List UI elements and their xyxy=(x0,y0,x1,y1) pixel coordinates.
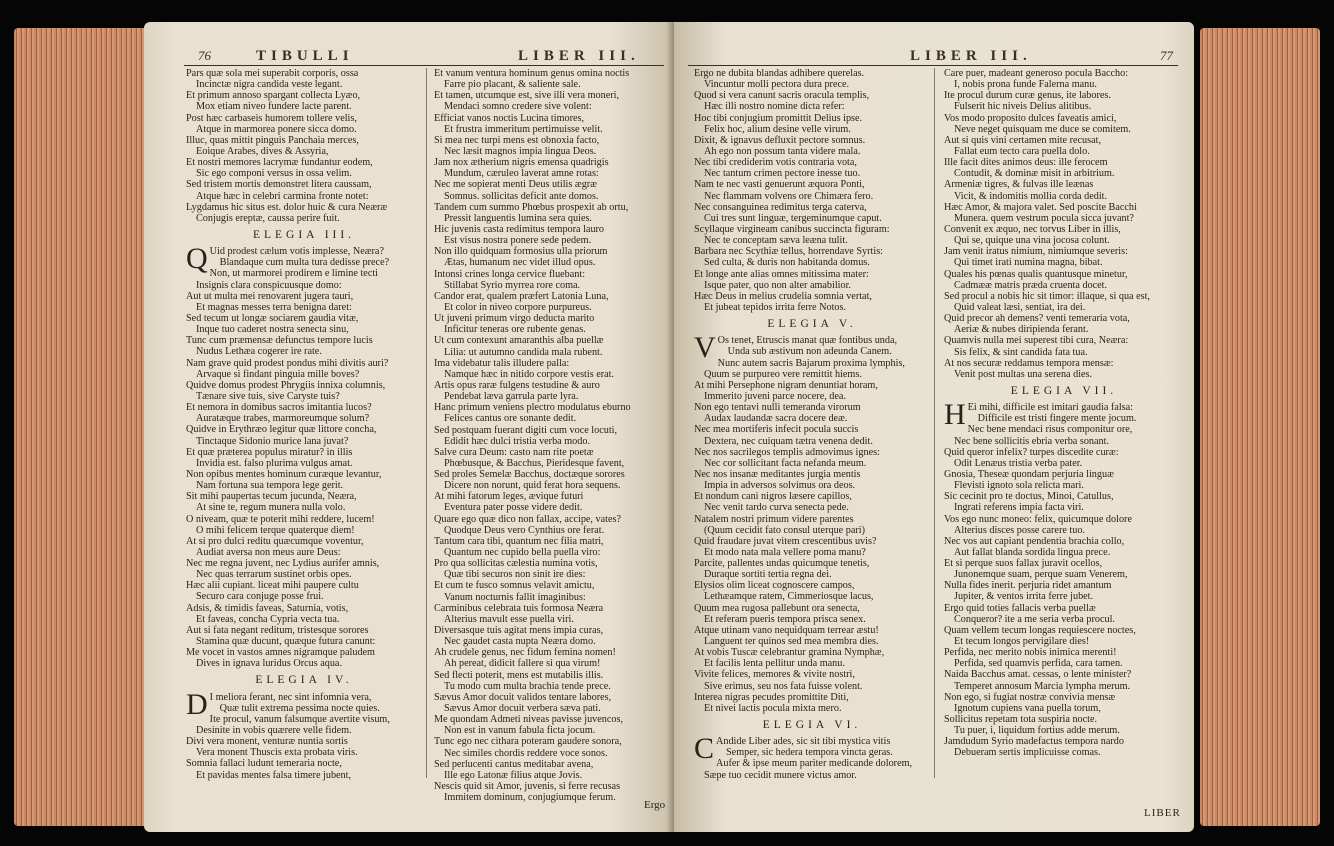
elegy-heading: ELEGIA IV. xyxy=(255,674,353,687)
verse-line: Nec me sopierat menti Deus utilis ægræ xyxy=(434,179,597,191)
verse-line-dropcap: C Andide Liber ades, sic sit tibi mystica vitis xyxy=(694,732,891,766)
verse-line: Tu modo cum multa brachia tende prece. xyxy=(444,680,611,692)
verse-line: Quare ego quæ dico non fallax, accipe, vates? xyxy=(434,513,621,525)
verse-line: Nam fortuna sua tempora lege gerit. xyxy=(196,480,344,492)
elegy-heading: ELEGIA VII. xyxy=(1010,384,1118,397)
verse-line: Nudus Lethæa cogerer ire rate. xyxy=(196,346,322,358)
verse-line: Namque hæc in nitido corpore vestis erat. xyxy=(444,368,615,380)
verse-line: Aut ut multa mei renovarent jugera tauri, xyxy=(186,290,354,302)
verse-line: Isque pater, quo non alter amabilior. xyxy=(704,279,851,291)
verse-line: Sed proles Semelæ Bacchus, doctæque sorores xyxy=(434,469,625,481)
verse-line: Quod si vera canunt sacris oracula templis, xyxy=(694,90,870,102)
verse-line: Tunc cum præmensæ defunctus tempore lucis xyxy=(186,335,373,347)
verse-line: Et vanum ventura hominum genus omina noctis xyxy=(434,68,630,79)
verse-line: Venit post multas una serena dies. xyxy=(954,368,1093,380)
verse-line: Ut juveni primum virgo deducta marito xyxy=(434,313,595,325)
verse-line: Fulserit hic niveis Delius alitibus. xyxy=(954,101,1092,113)
verse-line: Unda sub æstivum non adeunda Canem. xyxy=(727,346,892,358)
verse-line: Et primum annoso spargant collecta Lyæo, xyxy=(186,90,361,102)
verse-line: Pars quæ sola mei superabit corporis, ossa xyxy=(186,68,359,79)
verse-line: Vincuntur molli pectora dura prece. xyxy=(704,79,850,91)
verse-line: Felix hoc, alium desine velle virum. xyxy=(704,123,851,135)
verse-line: Hæc illi nostro nomine dicta refer: xyxy=(704,101,845,113)
verse-line: Conjugis ereptæ, caussa perire fuit. xyxy=(196,212,340,224)
verse-line-dropcap: D I meliora ferant, nec sint infomnia vera, xyxy=(186,687,372,721)
verse-line: Et cum te fusco somnus velavit amictu, xyxy=(434,580,595,592)
verse-line: Nec bene sollicitis ebria verba sonant. xyxy=(954,435,1110,447)
verse-line: Somnia fallaci ludunt temeraria nocte, xyxy=(186,758,342,770)
verse-line: Nec læsit magnos impia lingua Deos. xyxy=(444,145,597,157)
verse-line: Eoique Arabes, dives & Assyria, xyxy=(196,145,329,157)
verse-line: Audiat aversa non meus aure Deus: xyxy=(196,546,341,558)
verse-line: Et frustra immeritum pertimuisse velit. xyxy=(444,123,603,135)
verse-line: Nec flammam volvens ore Chimæra fero. xyxy=(704,190,874,202)
verse-line: Et tecum longos pervigilare dies! xyxy=(954,636,1090,648)
drop-cap: V xyxy=(694,331,716,365)
verse-line: Impia in adversos solvimus ora deos. xyxy=(704,480,856,492)
verse-line: Lygdamus hic situs est. dolor huic & cura Neæræ xyxy=(186,201,388,213)
page-number-right: 77 xyxy=(1160,48,1173,63)
verse-line: Hæc Deus in melius crudelia somnia vertat, xyxy=(694,290,872,302)
elegy-heading: ELEGIA VI. xyxy=(762,719,862,732)
verse-line: Cui tres sunt linguæ, tergeminumque caput. xyxy=(704,212,882,224)
verse-line: Aut si quis vini certamen mite recusat, xyxy=(944,134,1102,146)
verse-line: Hoc tibi conjugium promittit Delius ipse. xyxy=(694,112,863,124)
verse-line: Quidve domus prodest Phrygiis innixa columnis, xyxy=(186,379,386,391)
verse-line: Divi vera monent, venturæ nuntia sortis xyxy=(186,736,348,748)
verse-line: Languent ter quinos sed mea membra dies. xyxy=(704,636,879,648)
column-left-b xyxy=(434,68,670,803)
drop-cap: D xyxy=(186,687,208,721)
verse-line: Nec consanguinea redimitus terga caterva, xyxy=(694,201,867,213)
verse-line: Securo cara conjuge posse frui. xyxy=(196,591,324,603)
verse-line: Nec vos aut capiant pendentia brachia collo, xyxy=(944,535,1125,547)
verse-line: Et si perque suos fallax juravit ocellos, xyxy=(944,558,1103,570)
verse-line: Nam grave quid prodest pondus mihi divitis auri? xyxy=(186,357,389,369)
verse-line: Desinite in vobis quærere velle fidem. xyxy=(196,725,352,737)
running-head-left: TIBULLI xyxy=(256,48,354,64)
verse-line: Nec gaudet casta nupta Neæra domo. xyxy=(444,636,596,648)
verse-line: Quum se purpureo vere remittit hiems. xyxy=(704,368,862,380)
verse-line: Quid queror infelix? turpes discedite curæ: xyxy=(944,446,1119,458)
right-page xyxy=(674,22,1194,832)
verse-line: Et jubeat tepidos irrita ferre Notos. xyxy=(704,301,847,313)
verse-line: Illuc, quas mittit pinguis Panchaia merces, xyxy=(186,134,359,146)
verse-line: Intonsi crines longa cervice fluebant: xyxy=(434,268,586,280)
verse-line: Et nostri memores lacrymæ fundantur eodem, xyxy=(186,157,373,169)
verse-line: Somnus. sollicitas deficit ante domos. xyxy=(444,190,599,202)
verse-line: Incinctæ nigra candida veste legant. xyxy=(196,79,343,91)
verse-line: Arvaque si findant pinguia mille boves? xyxy=(196,368,360,380)
verse-line: Care puer, madeant generoso pocula Baccho: xyxy=(944,68,1129,79)
catchword-left: Ergo xyxy=(644,799,666,811)
verse-line: Nec te conceptam sæva leæna tulit. xyxy=(704,235,848,247)
verse-line: Artis opus raræ fulgens testudine & auro xyxy=(434,379,600,391)
verse-line-dropcap: H Ei mihi, difficile est imitari gaudia falsa: xyxy=(944,398,1133,432)
verse-line: Ima videbatur talis illudere palla: xyxy=(434,357,570,369)
verse-line: Tandem cum summo Phœbus prospexit ab ortu, xyxy=(434,201,629,213)
verse-line: Et facilis lenta pellitur unda manu. xyxy=(704,658,845,670)
verse-line: Quantum nec cupido bella puella viro: xyxy=(444,547,601,559)
verse-line: Et magnas messes terra benigna daret: xyxy=(196,301,352,313)
verse-line: Sive erimus, seu nos fata fuisse volent. xyxy=(704,680,863,692)
verse-line: Quum mea rugosa pallebunt ora senecta, xyxy=(694,602,860,614)
verse-line: Nunc autem sacris Bajarum proxima lymphis, xyxy=(717,357,905,369)
verse-line: Mendaci somno credere sive volent: xyxy=(444,101,592,113)
verse-line: Atque utinam vano nequidquam terrear æstu! xyxy=(694,624,879,636)
verse-line: Nescis quid sit Amor, juvenis, si ferre recusas xyxy=(434,781,621,792)
verse-line: Aufer & ipse meum pariter medicande dolorem, xyxy=(716,758,913,770)
verse-line: Temperet annosum Marcia lympha merum. xyxy=(954,680,1131,692)
verse-line: Ah ego non possum tanta videre mala. xyxy=(704,145,861,157)
verse-line: Non, ut marmorei prodirem e limine tecti xyxy=(209,268,378,280)
verse-line: Non opibus mentes hominum curæque levantur, xyxy=(186,468,382,480)
verse-line-dropcap: Q Uid prodest cælum votis implesse, Neæra? xyxy=(186,242,384,276)
verse-line: Et nivei lactis pocula mixta mero. xyxy=(704,702,842,714)
verse-line: Adsis, & timidis faveas, Saturnia, votis, xyxy=(186,602,349,614)
verse-line: Pendebat læva garrula parte lyra. xyxy=(444,391,579,403)
column-right-a xyxy=(694,68,930,781)
verse-line: Vos ego nunc moneo: felix, quicumque dolore xyxy=(944,513,1132,525)
verse-line: Edidit hæc dulci tristia verba modo. xyxy=(444,435,590,447)
verse-line: Armeniæ tigres, & fulvas ille leænas xyxy=(944,179,1094,191)
verse-line: Insignis clara conspicuusque domo: xyxy=(196,279,342,291)
verse-line: Vera monent Thuscis exta probata viris. xyxy=(196,747,358,759)
verse-line: Ergo ne dubita blandas adhibere querelas. xyxy=(694,68,865,79)
verse-line: Dicere non norunt, quid ferat hora sequens. xyxy=(444,480,621,492)
verse-line: Quid precor ah demens? venti temeraria vota, xyxy=(944,313,1130,325)
verse-line: Difficile est tristi fingere mente jocum. xyxy=(977,413,1137,425)
verse-line: Naida Bacchus amat. cessas, o lente minister? xyxy=(944,669,1132,681)
verse-line: Et nondum cani nigros læsere capillos, xyxy=(694,491,852,503)
verse-line: Barbara nec Scythiæ tellus, horrendave Syrtis: xyxy=(694,246,883,258)
verse-line: Sis felix, & sint candida fata tua. xyxy=(954,346,1088,358)
verse-line: Ut cum contexunt amaranthis alba puellæ xyxy=(434,335,604,347)
verse-line: Quæ tibi securos non sinit ire dies: xyxy=(444,569,586,581)
verse-line: Gnosia, Theseæ quondam perjuria linguæ xyxy=(944,468,1114,480)
verse-line: Hæc Amor, & majora valet. Sed poscite Bacchi xyxy=(944,201,1137,213)
verse-line: Dextera, nec cuiquam tætra venena dedit. xyxy=(704,435,873,447)
verse-line: Elysios olim liceat cognoscere campos, xyxy=(694,580,855,592)
verse-line: Alterius mavult esse puella viri. xyxy=(444,613,574,625)
column-right-b xyxy=(944,68,1184,759)
verse-line: Munera. quem vestrum pocula sicca juvant? xyxy=(954,212,1134,224)
verse-line: Semper, sic hedera tempora vincta geras. xyxy=(726,747,893,759)
verse-line: Immerito juveni parce nocere, dea. xyxy=(704,390,846,402)
verse-line: Sed tecum ut longæ sociarem gaudia vitæ, xyxy=(186,312,359,324)
verse-line: Farre pio placant, & saliente sale. xyxy=(444,79,581,91)
verse-line: Efficiat vanos noctis Lucina timores, xyxy=(434,112,585,124)
verse-line: Sed flecti poterit, mens est mutabilis illis. xyxy=(434,669,604,681)
verse-line: Quales his pœnas qualis quantusque minetur, xyxy=(944,268,1128,280)
verse-line: Neve neget quisquam me duce se comitem. xyxy=(954,123,1131,135)
column-divider-right xyxy=(934,68,935,778)
verse-line: Quid fraudare juvat vitem crescentibus uvis? xyxy=(694,535,877,547)
verse-line: Si mea nec turpi mens est obnoxia facto, xyxy=(434,134,600,146)
verse-line: Mox etiam niveo fundere lacte parent. xyxy=(196,101,352,113)
verse-line: Jam nox ætherium nigris emensa quadrigis xyxy=(434,157,609,169)
verse-line: At mihi Persephone nigram denuntiat horam, xyxy=(694,379,878,391)
head-rule-left xyxy=(184,65,664,66)
verse-line-dropcap: V Os tenet, Etruscis manat quæ fontibus unda, xyxy=(694,331,898,365)
verse-line: Et modo nata mala vellere poma manu? xyxy=(704,546,866,558)
running-head-right: LIBER III. xyxy=(910,48,1032,64)
verse-line: Vos modo proposito dulces faveatis amici, xyxy=(944,112,1117,124)
verse-line: Ille facit dites animos deus: ille ferocem xyxy=(944,157,1108,169)
book-edge-left xyxy=(14,28,154,826)
verse-line: Aut si fata negant reditum, tristesque sorores xyxy=(186,624,369,636)
verse-line: Flevisti ignoto sola relicta mari. xyxy=(954,480,1084,492)
verse-line: Perfida, nec merito nobis inimica merenti! xyxy=(944,647,1117,659)
verse-line: Invidia est. falso plurima vulgus amat. xyxy=(196,457,353,469)
verse-line: Ingrati referens impia facta viri. xyxy=(954,502,1084,514)
head-rule-right xyxy=(688,65,1178,66)
verse-line: Audax laudandæ sacra docere deæ. xyxy=(704,413,848,425)
verse-line: At sine te, regum munera nulla volo. xyxy=(196,502,346,514)
verse-line: Quamvis nulla mei superest tibi cura, Neæra: xyxy=(944,335,1129,347)
verse-line: Dives in ignava luridus Orcus aqua. xyxy=(196,658,342,670)
verse-line: O niveam, quæ te poterit mihi reddere, lucem! xyxy=(186,513,375,525)
verse-line: Hæc alii cupiant. liceat mihi paupere cultu xyxy=(186,580,359,592)
verse-line: Cadmææ matris præda cruenta docet. xyxy=(954,279,1108,291)
verse-line: Et referam pueris tempora prisca senex. xyxy=(704,613,866,625)
verse-line: Quidve in Erythræo legitur quæ littore concha, xyxy=(186,424,377,436)
verse-line: Ite procul, vanum falsumque avertite visum, xyxy=(209,713,390,725)
book-edge-right xyxy=(1200,28,1320,826)
verse-line: Atque hæc in celebri carmina fronte notet: xyxy=(196,190,369,202)
verse-line: Mundum, cæruleo laverat amne rotas: xyxy=(444,168,599,180)
verse-line: Pro qua sollicitas cælestia numina votis, xyxy=(434,558,598,570)
verse-line: Candor erat, qualem præfert Latonia Luna, xyxy=(434,290,609,302)
verse-line: Sic ego componi versus in ossa velim. xyxy=(196,168,352,180)
verse-line: Nec mea mortiferis infecit pocula succis xyxy=(694,424,859,436)
verse-line: Sæpe tuo cecidit munere victus amor. xyxy=(704,769,857,781)
verse-line: Ille ego Latonæ filius atque Jovis. xyxy=(444,769,583,781)
verse-line: Quam vellem tecum longas requiescere noctes, xyxy=(944,624,1136,636)
verse-line: Lethæamque ratem, Cimmeriosque lacus, xyxy=(704,591,874,603)
verse-line: Sed procul a nobis hic sit timor: illaque, si qua est, xyxy=(944,290,1150,302)
verse-line: At vobis Tuscæ celebrantur gramina Nymphæ, xyxy=(694,647,885,659)
verse-line: Dixit, & ignavus defluxit pectore somnus. xyxy=(694,134,866,146)
column-left-a xyxy=(186,68,422,781)
verse-line: At nos securæ reddamus tempora mensæ: xyxy=(944,357,1114,369)
column-divider-left xyxy=(426,68,427,778)
drop-cap: Q xyxy=(186,242,208,276)
verse-line: Duraque sortiti tertia regna dei. xyxy=(704,569,832,581)
verse-line: Sævus Amor docuit verbera sæva pati. xyxy=(444,703,601,715)
verse-line: Conqueror? ite a me seria verba procul. xyxy=(954,613,1115,625)
verse-line: Et color in niveo corpore purpureus. xyxy=(444,301,592,313)
verse-line: Et nemora in domibus sacros imitantia lucos? xyxy=(186,402,372,414)
verse-line: Nec me regna juvent, nec Lydius aurifer amnis, xyxy=(186,558,380,570)
verse-line: Tu puer, i, liquidum fortius adde merum. xyxy=(954,725,1120,737)
verse-line: Auratæque trabes, marmoreumque solum? xyxy=(196,413,370,425)
running-head-left-col2: LIBER III. xyxy=(518,48,640,64)
verse-line: Ah crudele genus, nec fidum femina nomen! xyxy=(434,647,616,659)
verse-line: Me vocet in vastos amnes nigramque paludem xyxy=(186,647,375,659)
verse-line: Sed culta, & duris non habitanda domus. xyxy=(704,257,870,269)
open-book xyxy=(14,22,1320,832)
verse-line: Interea nigras pecudes promittite Diti, xyxy=(694,691,849,703)
verse-line: Qui se, quique una vina jocosa colunt. xyxy=(954,235,1110,247)
verse-line: Felices cantus ore sonante dedit. xyxy=(444,413,577,425)
verse-line: Sed postquam fuerant digiti cum voce locuti, xyxy=(434,424,618,436)
verse-line: Junonemque suam, perque suam Venerem, xyxy=(954,569,1128,581)
verse-line: Quodque Deus vero Cynthius ore ferat. xyxy=(444,524,605,536)
verse-line: Nec bene mendaci risus componitur ore, xyxy=(967,424,1133,436)
verse-line: Et faveas, concha Cypria vecta tua. xyxy=(196,613,340,625)
verse-line: Non ego tentavi nulli temeranda virorum xyxy=(694,402,861,414)
verse-line: Fallat eum tecto cara puella dolo. xyxy=(954,145,1090,157)
verse-line: Atque in marmorea ponere sicca domo. xyxy=(196,123,357,135)
verse-line: Pressit languentis lumina sera quies. xyxy=(444,212,592,224)
verse-line: Nec tantum crimen pectore inesse tuo. xyxy=(704,168,861,180)
verse-line: Tantum cara tibi, quantum nec filia matri, xyxy=(434,535,604,547)
verse-line: Me quondam Admeti niveas pavisse juvencos, xyxy=(434,714,624,726)
verse-line: Odit Lenæus tristia verba pater. xyxy=(954,457,1083,469)
verse-line: At si pro dulci reditu quæcumque voventur, xyxy=(186,535,364,547)
verse-line: Salve cura Deum: casto nam rite poetæ xyxy=(434,446,594,458)
verse-line: Natalem nostri primum videre parentes xyxy=(694,513,854,525)
verse-line: Sævus Amor docuit validos tentare labores, xyxy=(434,691,612,703)
verse-line: Hanc primum veniens plectro modulatus eburno xyxy=(434,402,631,414)
verse-line: Nec venit tardo curva senecta pede. xyxy=(704,502,849,514)
elegy-heading: ELEGIA III. xyxy=(252,228,356,241)
verse-line: Nec quas terrarum sustinet orbis opes. xyxy=(196,569,352,581)
verse-line: Perfida, sed quamvis perfida, cara tamen. xyxy=(954,658,1123,670)
verse-line: Nulla fides inerit. perjuria ridet amantum xyxy=(944,580,1112,592)
verse-line: Ah pereat, didicit fallere si qua virum! xyxy=(444,658,601,670)
verse-line: Est visus nostra ponere sede pedem. xyxy=(444,235,592,247)
verse-line: Parcite, pallentes undas quicumque tenetis, xyxy=(694,558,870,570)
verse-line: Blandaque cum multa tura dedisse prece? xyxy=(219,257,390,269)
verse-line: Vivite felices, memores & vivite nostri, xyxy=(694,669,855,681)
verse-line: Debueram sertis implicuisse comas. xyxy=(954,747,1101,759)
verse-line: Contudit, & dominæ misit in arbitrium. xyxy=(954,168,1115,180)
page-number-left: 76 xyxy=(198,48,211,63)
verse-line: Aeriæ & nubes diripienda ferant. xyxy=(954,324,1089,336)
verse-line: Stamina quæ ducunt, quæque futura canunt: xyxy=(196,636,376,648)
verse-line: Qui timet irati numina magna, bibat. xyxy=(954,257,1103,269)
verse-line: Sed tristem mortis demonstret litera caussam, xyxy=(186,179,372,191)
verse-line: Nec nos insanæ meditantes jurgia mentis xyxy=(694,468,861,480)
verse-line: Ætas, humanum nec videt illud opus. xyxy=(444,257,596,269)
verse-line: Carminibus celebrata tuis formosa Neæra xyxy=(434,602,604,614)
verse-line: Jupiter, & ventos irrita ferre jubet. xyxy=(954,591,1094,603)
verse-line: Et pavidas mentes falsa timere jubent, xyxy=(196,769,352,781)
verse-line: Quid valeat læsi, sentiat, ira dei. xyxy=(954,301,1086,313)
verse-line: Non est in vanum fabula ficta jocum. xyxy=(444,725,596,737)
verse-line: Et longe ante alias omnes mitissima mater: xyxy=(694,268,869,280)
verse-line: Vanum nocturnis fallit imaginibus: xyxy=(444,591,586,603)
verse-line: Sit mihi paupertas tecum jucunda, Neæra, xyxy=(186,491,357,503)
verse-line: Non ego, si fugiat nostræ convivia mensæ xyxy=(944,691,1116,703)
verse-line: Nec tibi crediderim votis contraria vota, xyxy=(694,157,857,169)
verse-line: Hic juvenis casta redimitus tempora lauro xyxy=(434,223,605,235)
verse-line: Tunc ego nec cithara poteram gaudere sonora, xyxy=(434,736,622,748)
verse-line: Immitem dominum, conjugiumque ferum. xyxy=(444,792,616,804)
verse-line: Phœbusque, & Bacchus, Pieridesque favent, xyxy=(444,457,625,469)
drop-cap: C xyxy=(694,732,715,766)
verse-line: Inficitur teneras ore rubente genas. xyxy=(444,324,586,336)
verse-line: Aut fallat blanda sordida lingua prece. xyxy=(954,546,1111,558)
drop-cap: H xyxy=(944,398,966,432)
verse-line: Jam venit iratus nimium, nimiumque severis: xyxy=(944,246,1128,258)
catchword-right: LIBER xyxy=(1144,807,1181,819)
verse-line: Quæ tulit extrema pessima nocte quies. xyxy=(219,702,380,714)
left-page xyxy=(144,22,674,832)
verse-line: Nec cor sollicitant facta nefanda meum. xyxy=(704,457,867,469)
verse-line: At mihi fatorum leges, ævique futuri xyxy=(434,491,584,503)
verse-line: Inque tuo caderet nostra senecta sinu, xyxy=(196,324,349,336)
verse-line: Lilia: ut autumno candida mala rubent. xyxy=(444,346,603,358)
verse-line: Vicit, & indomitis mollia corda dedit. xyxy=(954,190,1108,202)
verse-line: I, nobis prona funde Falerna manu. xyxy=(954,79,1097,91)
verse-line: Stillabat Syrio myrrea rore coma. xyxy=(444,279,581,291)
verse-line: Sed perlucenti cantus meditabar avena, xyxy=(434,758,594,770)
elegy-heading: ELEGIA V. xyxy=(767,318,857,331)
verse-line: Tinctaque Sidonio murice lana juvat? xyxy=(196,435,349,447)
verse-line: Alterius disces posse carere tuo. xyxy=(954,524,1085,536)
verse-line: Scyllaque virgineam canibus succincta figuram: xyxy=(694,223,890,235)
verse-line: Tænare sive tuis, sive Caryste tuis? xyxy=(196,390,340,402)
verse-line: Jamdudum Syrio madefactus tempora nardo xyxy=(944,736,1124,748)
verse-line: Et quæ præterea populus miratur? in illis xyxy=(186,446,353,458)
verse-line: Convenit ex æquo, nec torvus Liber in illis, xyxy=(944,223,1121,235)
verse-line: Non illo quidquam formosius ulla priorum xyxy=(434,246,608,258)
verse-line: Nam te nec vasti genuerunt æquora Ponti, xyxy=(694,179,865,191)
verse-line: (Quum cecidit fato consul uterque pari) xyxy=(704,524,865,536)
verse-line: Eventura pater posse videre dedit. xyxy=(444,502,583,514)
verse-line: O mihi felicem terque quaterque diem! xyxy=(196,524,355,536)
verse-line: Ergo quid toties fallacis verba puellæ xyxy=(944,602,1096,614)
verse-line: Nec nos sacrilegos templis admovimus ignes: xyxy=(694,446,880,458)
verse-line: Et tamen, utcumque est, sive illi vera moneri, xyxy=(434,90,620,102)
verse-line: Ite procul durum curæ genus, ite labores. xyxy=(944,90,1111,102)
verse-line: Sollicitus repetam tota suspiria nocte. xyxy=(944,714,1098,726)
verse-line: Ignotum cupiens vana puella torum, xyxy=(954,702,1101,714)
verse-line: Diversasque tuis agitat mens impia curas, xyxy=(434,625,604,637)
verse-line: Post hæc carbaseis humorem tollere velis, xyxy=(186,112,357,124)
verse-line: Sic cecinit pro te doctus, Minoi, Catullus, xyxy=(944,491,1114,503)
verse-line: Nec similes chordis reddere voce sonos. xyxy=(444,747,608,759)
